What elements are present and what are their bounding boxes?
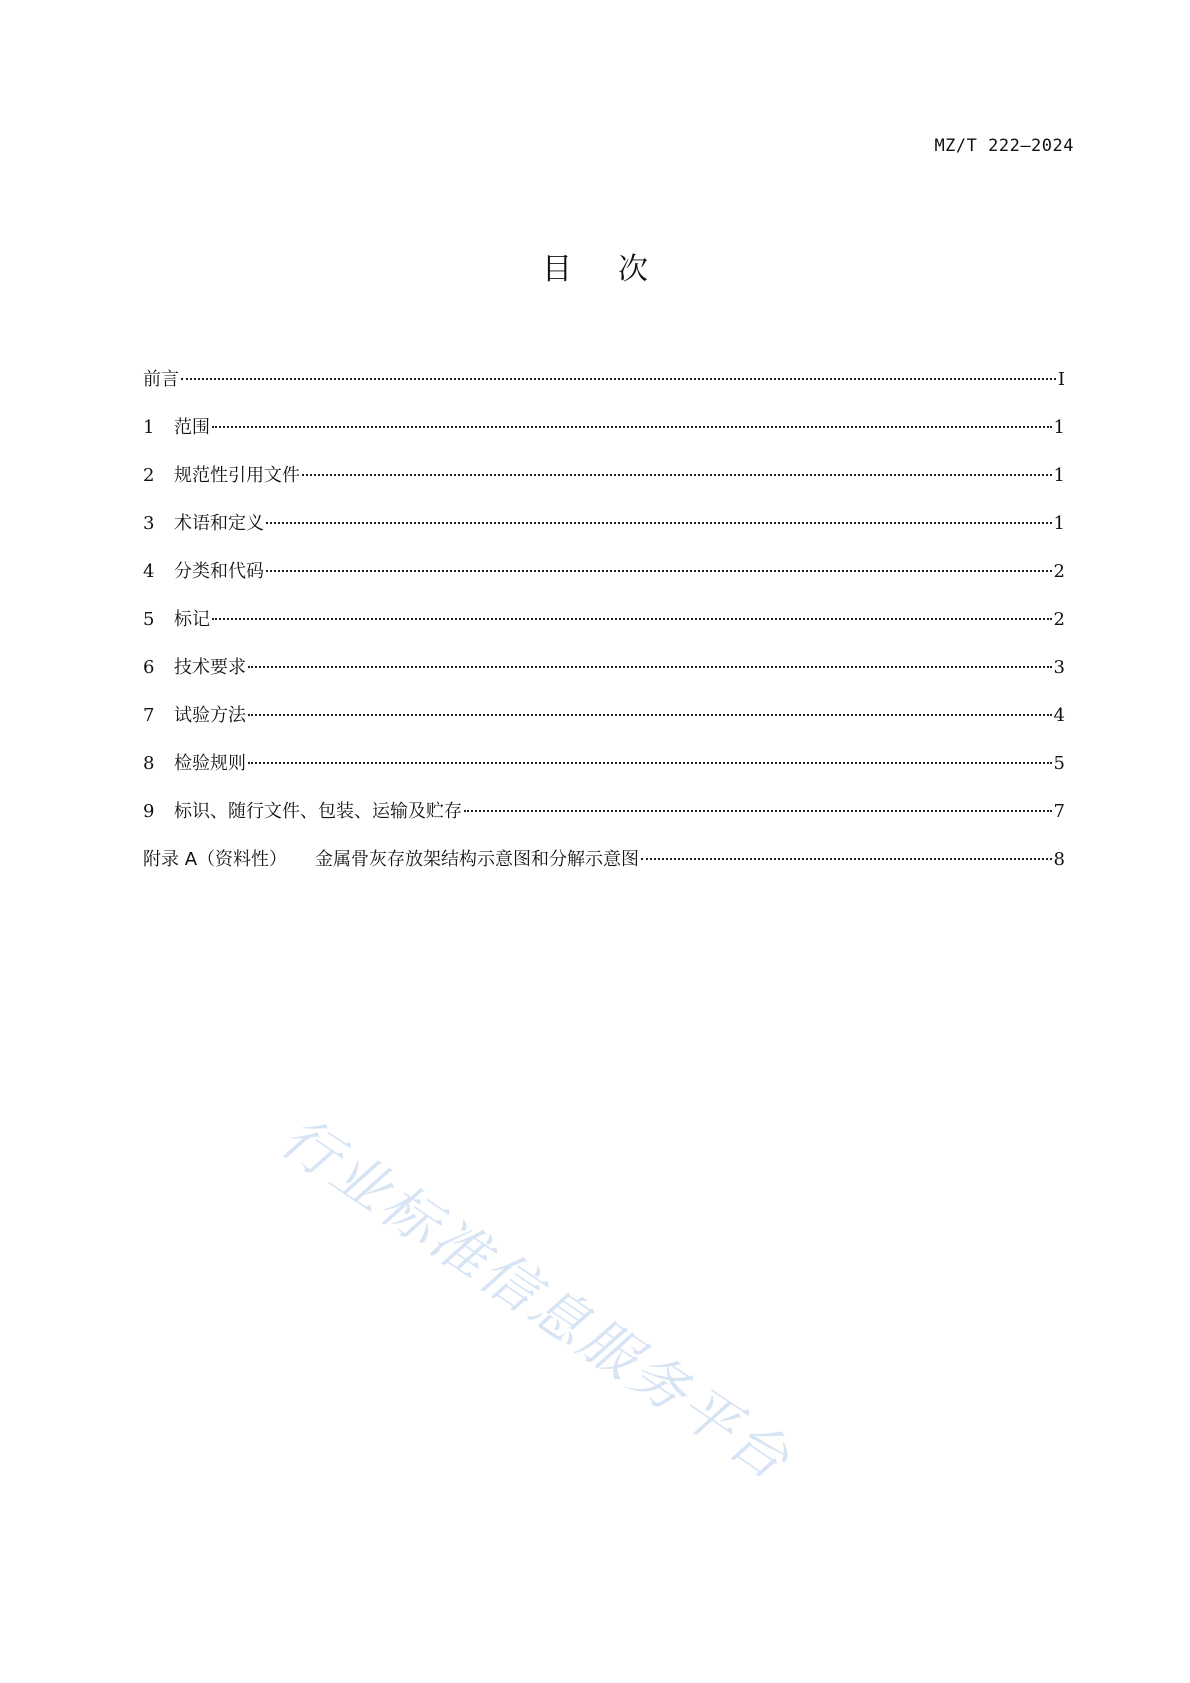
toc-entry-page: 2 [1053, 609, 1065, 630]
toc-leader-dots [212, 426, 1052, 428]
toc-title [0, 244, 1190, 288]
toc-entry-2[interactable] [143, 462, 1065, 510]
toc-entry-number: 7 [143, 705, 155, 726]
toc-entry-label: 前言 [143, 369, 179, 390]
toc-entry-4[interactable] [143, 558, 1065, 606]
toc-entry-number: 4 [143, 561, 155, 582]
toc-entry-label: 试验方法 [174, 705, 246, 726]
toc-leader-dots [248, 666, 1052, 668]
toc-entry-label: 术语和定义 [174, 513, 264, 534]
toc-appendix-prefix: 附录 A（资料性） [143, 849, 288, 870]
toc-leader-dots [248, 762, 1052, 764]
toc-entry-page: 1 [1053, 513, 1065, 534]
toc-entry-8[interactable] [143, 750, 1065, 798]
toc-entry-page: 4 [1053, 705, 1065, 726]
toc-entry-label: 金属骨灰存放架结构示意图和分解示意图 [315, 849, 640, 870]
toc-leader-dots [641, 858, 1052, 860]
toc-leader-dots [464, 810, 1052, 812]
toc-leader-dots [266, 522, 1052, 524]
toc-entry-appendix-a[interactable] [143, 846, 1065, 894]
toc-leader-dots [302, 474, 1052, 476]
toc-entry-page: 7 [1053, 801, 1065, 822]
toc-leader-dots [212, 618, 1052, 620]
toc-entry-number: 2 [143, 465, 155, 486]
toc-entry-foreword[interactable] [143, 366, 1065, 414]
toc-entry-page: 2 [1053, 561, 1065, 582]
toc-entry-5[interactable] [143, 606, 1065, 654]
toc-entry-label: 标识、随行文件、包装、运输及贮存 [174, 801, 462, 822]
toc-title-char-1: 目 [542, 252, 572, 287]
toc-entry-number: 1 [143, 417, 155, 438]
watermark-text: 行业标准信息服务平台 [268, 1104, 803, 1495]
toc-entry-page: 5 [1053, 753, 1065, 774]
toc-entry-number: 5 [143, 609, 155, 630]
toc-entry-label: 规范性引用文件 [174, 465, 300, 486]
toc-entry-label: 技术要求 [174, 657, 246, 678]
toc-list [143, 366, 1065, 894]
toc-entry-label: 标记 [174, 609, 210, 630]
toc-entry-9[interactable] [143, 798, 1065, 846]
toc-entry-7[interactable] [143, 702, 1065, 750]
toc-entry-6[interactable] [143, 654, 1065, 702]
toc-leader-dots [181, 378, 1056, 380]
toc-entry-label: 范围 [174, 417, 210, 438]
toc-entry-page: I [1057, 369, 1065, 390]
toc-entry-number: 9 [143, 801, 155, 822]
toc-entry-page: 1 [1053, 417, 1065, 438]
toc-entry-number: 6 [143, 657, 155, 678]
toc-title-char-2: 次 [618, 252, 648, 287]
toc-entry-number: 8 [143, 753, 155, 774]
toc-entry-page: 1 [1053, 465, 1065, 486]
toc-leader-dots [266, 570, 1052, 572]
toc-entry-1[interactable] [143, 414, 1065, 462]
toc-leader-dots [248, 714, 1052, 716]
toc-entry-page: 3 [1053, 657, 1065, 678]
toc-entry-page: 8 [1053, 849, 1065, 870]
toc-entry-label: 分类和代码 [174, 561, 264, 582]
toc-entry-number: 3 [143, 513, 155, 534]
toc-entry-label: 检验规则 [174, 753, 246, 774]
toc-entry-3[interactable] [143, 510, 1065, 558]
document-code: MZ/T 222—2024 [934, 136, 1074, 156]
